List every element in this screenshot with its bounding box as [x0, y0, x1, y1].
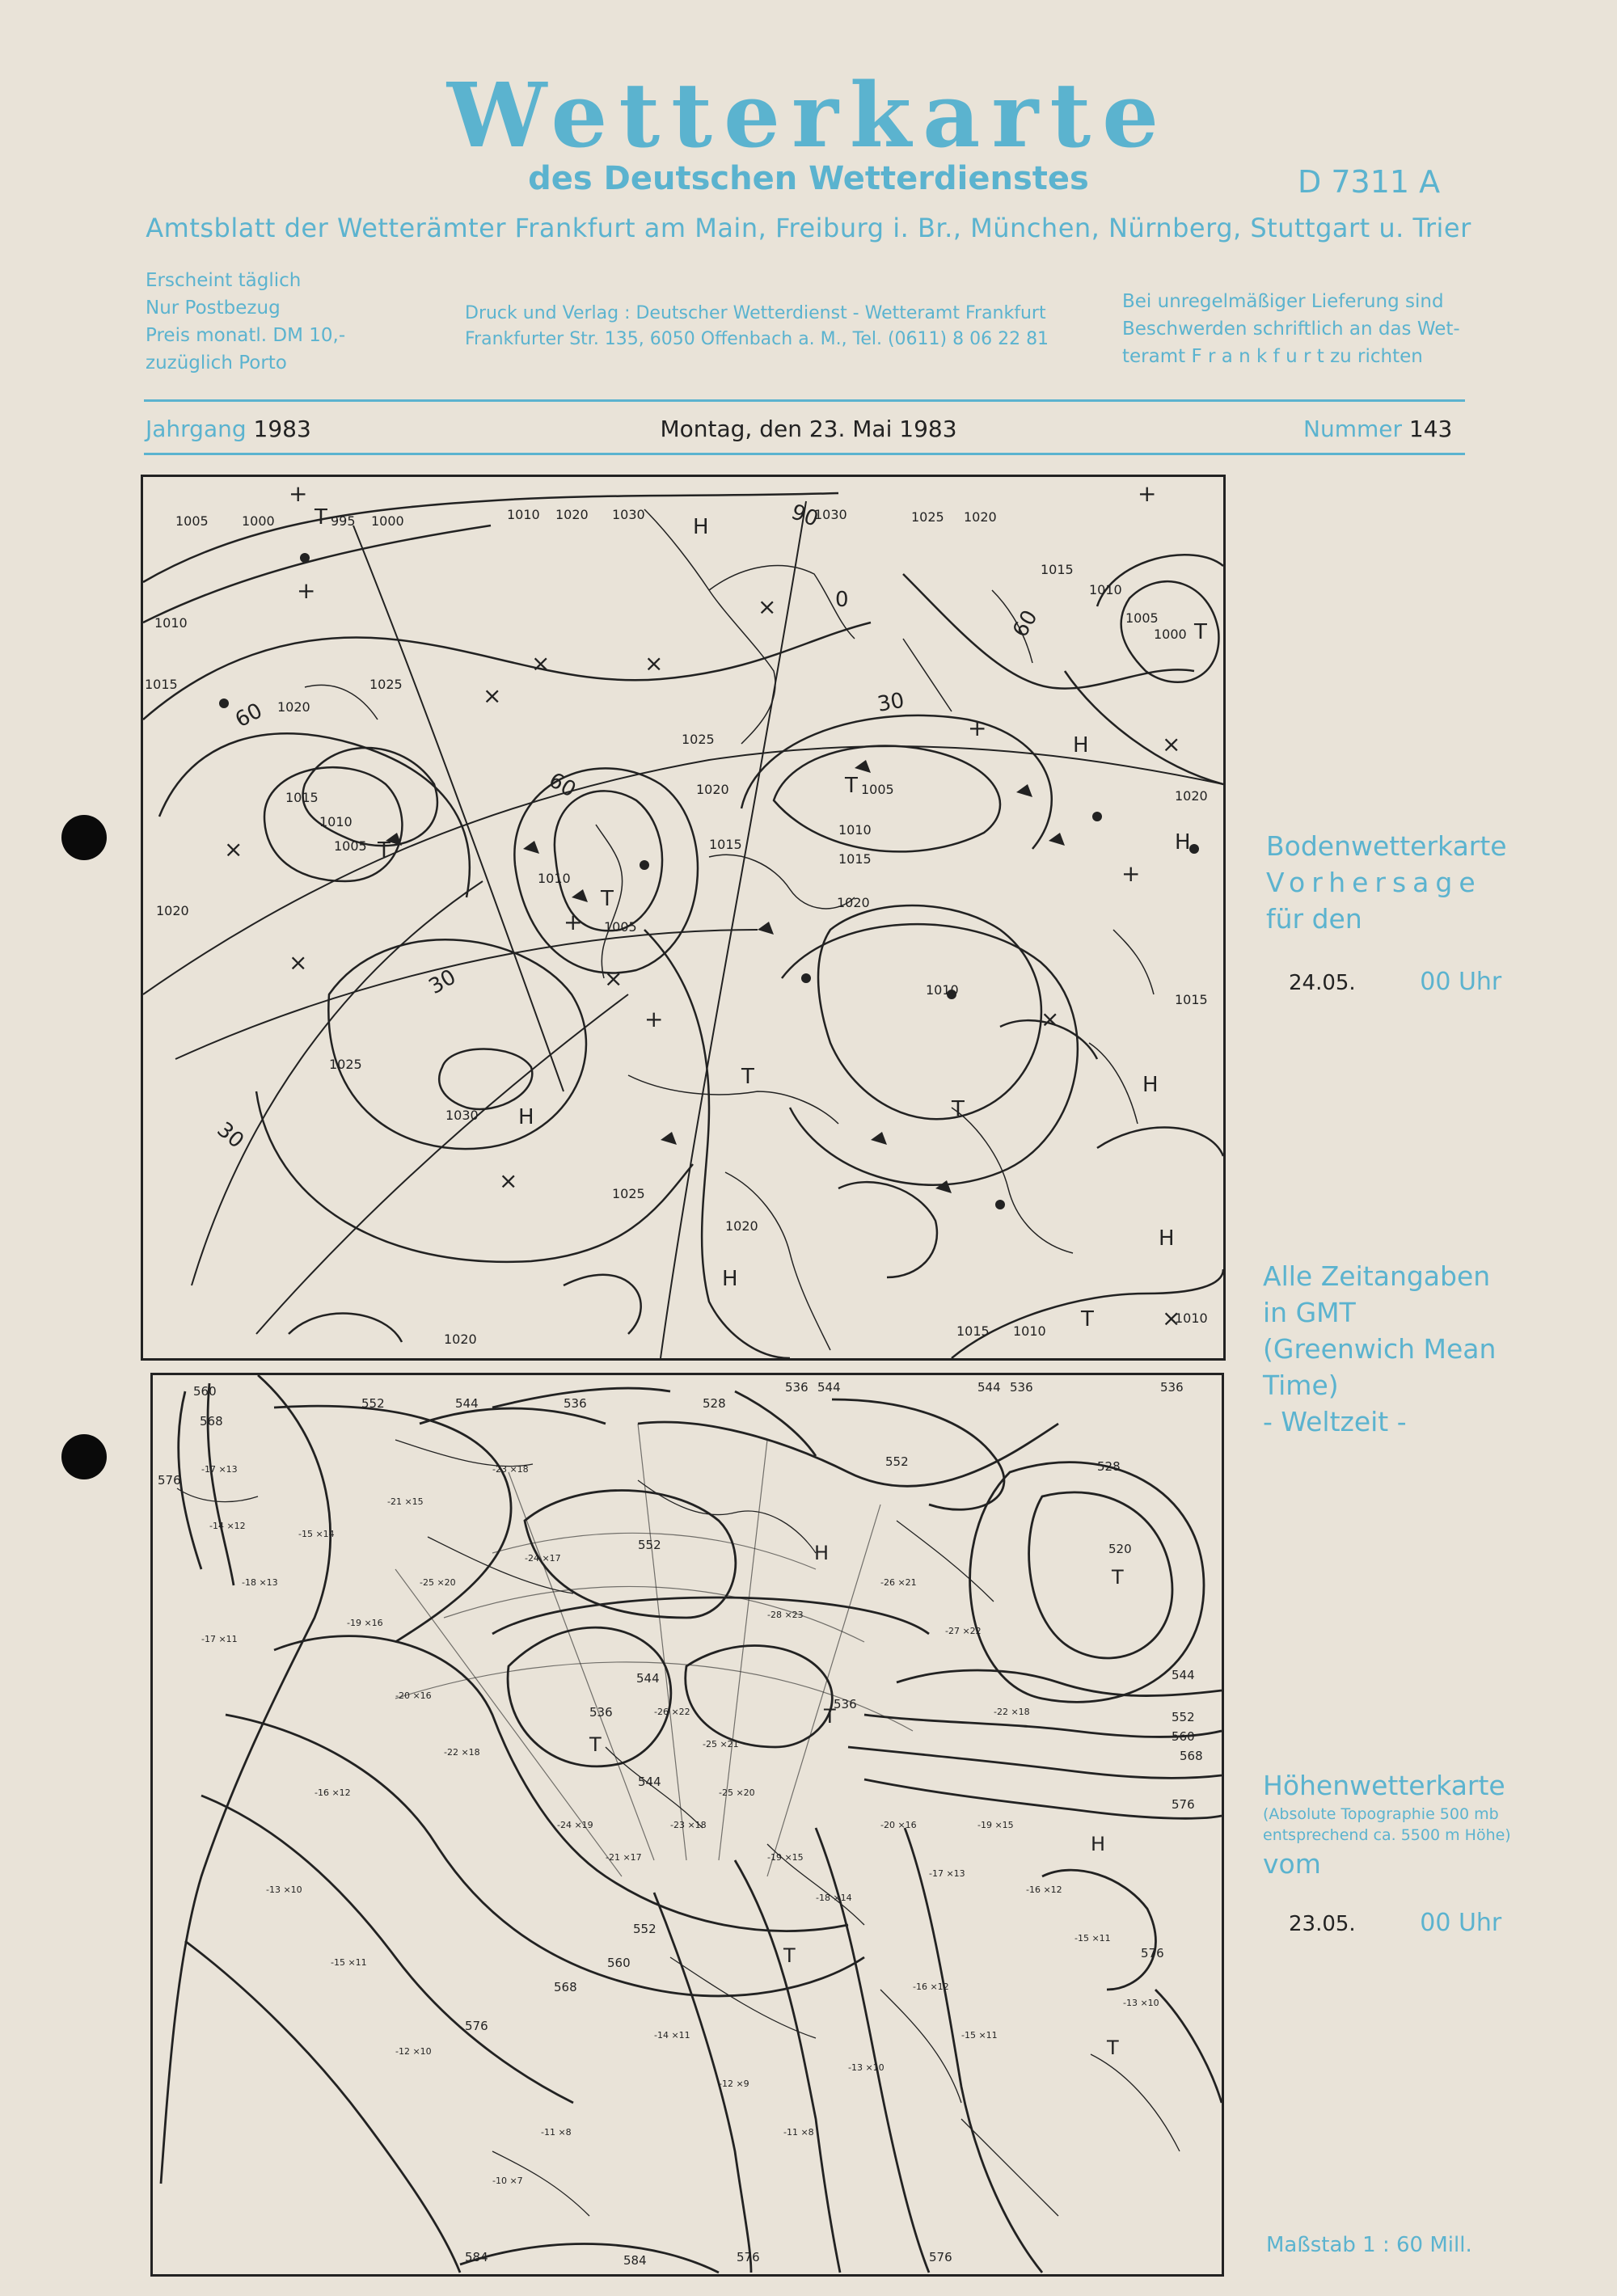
svg-text:T: T — [589, 1733, 602, 1756]
svg-text:1015: 1015 — [145, 677, 178, 692]
svg-text:536: 536 — [1010, 1380, 1033, 1395]
caption-line: Bodenwetterkarte — [1266, 830, 1507, 862]
time-note — [1263, 1258, 1496, 1440]
info-line: teramt F r a n k f u r t zu richten — [1122, 346, 1423, 367]
info-line: Frankfurter Str. 135, 6050 Offenbach a. M., Tel. (0611) 8 06 22 81 — [465, 329, 1049, 349]
svg-text:1010: 1010 — [154, 615, 188, 631]
svg-text:-26 ×21: -26 ×21 — [880, 1577, 917, 1588]
svg-text:544: 544 — [817, 1380, 841, 1395]
svg-text:1005: 1005 — [861, 782, 894, 797]
svg-text:0: 0 — [835, 588, 849, 612]
svg-text:-22 ×18: -22 ×18 — [444, 1747, 480, 1758]
svg-text:536: 536 — [564, 1396, 587, 1411]
svg-text:1010: 1010 — [1089, 582, 1122, 597]
info-line: Nur Postbezug — [146, 298, 281, 319]
svg-text:544: 544 — [1172, 1668, 1195, 1682]
svg-text:T: T — [824, 1705, 836, 1728]
svg-text:-17 ×13: -17 ×13 — [201, 1464, 238, 1475]
svg-text:528: 528 — [1097, 1459, 1121, 1474]
svg-text:T: T — [1112, 1566, 1124, 1589]
svg-text:1030: 1030 — [814, 507, 847, 522]
note-line: - Weltzeit - — [1263, 1406, 1407, 1437]
svg-text:+: + — [297, 577, 316, 604]
subscription-info — [146, 267, 345, 377]
svg-text:-23 ×18: -23 ×18 — [492, 1464, 529, 1475]
svg-text:-16 ×12: -16 ×12 — [1026, 1884, 1062, 1895]
svg-text:1020: 1020 — [156, 903, 189, 918]
punch-hole — [61, 1434, 107, 1479]
svg-text:584: 584 — [465, 2250, 488, 2264]
svg-text:1015: 1015 — [1175, 992, 1208, 1007]
svg-text:×: × — [499, 1167, 518, 1194]
nummer-label: Nummer — [1303, 416, 1402, 442]
svg-text:-25 ×20: -25 ×20 — [420, 1577, 456, 1588]
svg-text:+: + — [1121, 860, 1141, 887]
svg-text:536: 536 — [1160, 1380, 1184, 1395]
svg-text:1010: 1010 — [838, 822, 872, 838]
surface-map-svg — [143, 477, 1223, 1358]
svg-text:1000: 1000 — [371, 513, 404, 529]
svg-text:552: 552 — [1172, 1710, 1195, 1724]
svg-text:1000: 1000 — [1154, 627, 1187, 642]
svg-text:1015: 1015 — [1041, 562, 1074, 577]
svg-text:H: H — [518, 1105, 534, 1129]
svg-text:560: 560 — [193, 1384, 217, 1399]
svg-text:552: 552 — [638, 1538, 661, 1552]
svg-text:1010: 1010 — [507, 507, 540, 522]
svg-text:1020: 1020 — [696, 782, 729, 797]
caption-line: Höhenwetterkarte — [1263, 1770, 1505, 1801]
svg-text:30: 30 — [212, 1117, 249, 1154]
svg-text:-19 ×15: -19 ×15 — [977, 1820, 1014, 1830]
svg-text:-18 ×13: -18 ×13 — [242, 1577, 278, 1588]
svg-text:H: H — [1073, 733, 1089, 758]
pressure-centres — [314, 505, 1207, 1332]
svg-text:-22 ×18: -22 ×18 — [994, 1707, 1030, 1717]
upper-map-svg — [153, 1375, 1222, 2274]
svg-text:1025: 1025 — [612, 1186, 645, 1201]
note-line: in GMT — [1263, 1297, 1356, 1328]
svg-text:-17 ×13: -17 ×13 — [929, 1868, 965, 1879]
svg-text:576: 576 — [1141, 1946, 1164, 1960]
svg-text:1015: 1015 — [838, 851, 872, 867]
svg-text:-25 ×21: -25 ×21 — [703, 1739, 739, 1749]
svg-text:+: + — [968, 715, 987, 741]
svg-text:-10 ×7: -10 ×7 — [492, 2176, 523, 2186]
jahrgang-value: 1983 — [253, 416, 311, 442]
svg-text:1025: 1025 — [329, 1057, 362, 1072]
punch-hole — [61, 815, 107, 860]
svg-text:T: T — [1107, 2036, 1119, 2059]
svg-text:-26 ×22: -26 ×22 — [654, 1707, 690, 1717]
svg-text:-20 ×16: -20 ×16 — [395, 1690, 432, 1701]
svg-text:60: 60 — [544, 768, 581, 803]
svg-text:-21 ×17: -21 ×17 — [606, 1852, 642, 1863]
issue-date: Montag, den 23. Mai 1983 — [660, 416, 957, 442]
svg-text:-27 ×22: -27 ×22 — [945, 1626, 982, 1636]
svg-text:1005: 1005 — [175, 513, 209, 529]
svg-text:560: 560 — [1172, 1729, 1195, 1744]
svg-text:30: 30 — [876, 688, 906, 717]
svg-text:T: T — [378, 838, 391, 863]
info-line: Beschwerden schriftlich an das Wet- — [1122, 319, 1460, 340]
svg-text:T: T — [601, 887, 614, 911]
info-line: Bei unregelmäßiger Lieferung sind — [1122, 291, 1444, 312]
svg-text:-24 ×17: -24 ×17 — [525, 1553, 561, 1564]
svg-text:1025: 1025 — [682, 732, 715, 747]
svg-text:1010: 1010 — [1175, 1310, 1208, 1326]
svg-text:576: 576 — [465, 2019, 488, 2033]
svg-text:-12 ×10: -12 ×10 — [395, 2046, 432, 2057]
svg-text:-19 ×15: -19 ×15 — [767, 1852, 804, 1863]
svg-text:1010: 1010 — [926, 982, 959, 998]
svg-text:×: × — [531, 650, 551, 677]
svg-text:568: 568 — [200, 1414, 223, 1429]
svg-text:520: 520 — [1108, 1542, 1132, 1556]
svg-text:T: T — [1081, 1307, 1094, 1332]
svg-text:×: × — [483, 682, 502, 709]
svg-text:+: + — [289, 480, 308, 507]
svg-text:1015: 1015 — [956, 1323, 990, 1339]
analysis-time: 00 Uhr — [1420, 1909, 1502, 1937]
note-line: Alle Zeitangaben — [1263, 1260, 1491, 1292]
caption-line: für den — [1266, 903, 1362, 935]
svg-text:×: × — [758, 593, 777, 620]
svg-text:1020: 1020 — [837, 895, 870, 910]
svg-text:995: 995 — [331, 513, 356, 529]
info-line: Druck und Verlag : Deutscher Wetterdienst - Wetteramt Frankfurt — [465, 303, 1046, 323]
surface-forecast-map — [141, 475, 1226, 1361]
svg-text:576: 576 — [1172, 1797, 1195, 1812]
caption-detail: (Absolute Topographie 500 mb — [1263, 1805, 1499, 1823]
map-scale: Maßstab 1 : 60 Mill. — [1266, 2233, 1472, 2257]
svg-text:×: × — [1162, 1305, 1181, 1332]
svg-text:60: 60 — [231, 699, 267, 733]
svg-text:544: 544 — [455, 1396, 479, 1411]
publication-code: D 7311 A — [1298, 164, 1441, 200]
svg-text:-11 ×8: -11 ×8 — [541, 2127, 572, 2138]
svg-text:-13 ×10: -13 ×10 — [848, 2062, 884, 2073]
upper-air-map — [150, 1373, 1224, 2277]
caption-line: Vorhersage — [1266, 867, 1482, 898]
svg-text:+: + — [1138, 480, 1157, 507]
svg-text:-14 ×11: -14 ×11 — [654, 2030, 690, 2041]
caption-detail: entsprechend ca. 5500 m Höhe) — [1263, 1826, 1511, 1844]
svg-text:-16 ×12: -16 ×12 — [913, 1982, 949, 1992]
svg-text:528: 528 — [703, 1396, 726, 1411]
svg-text:-21 ×15: -21 ×15 — [387, 1496, 424, 1507]
svg-text:×: × — [224, 836, 243, 863]
svg-text:×: × — [289, 949, 308, 976]
svg-text:1030: 1030 — [612, 507, 645, 522]
svg-text:-11 ×8: -11 ×8 — [783, 2127, 814, 2138]
note-line: Time) — [1263, 1370, 1339, 1401]
svg-text:1015: 1015 — [285, 790, 319, 805]
isobar-labels — [145, 507, 1208, 1347]
svg-text:-12 ×9: -12 ×9 — [719, 2079, 749, 2089]
masthead-subtitle: des Deutschen Wetterdienstes — [528, 160, 1089, 197]
svg-text:1025: 1025 — [369, 677, 403, 692]
svg-text:544: 544 — [636, 1671, 660, 1686]
svg-text:H: H — [693, 515, 709, 539]
svg-text:H: H — [814, 1542, 830, 1564]
upper-map-validity — [1289, 1905, 1501, 1943]
station-plots — [201, 1464, 1159, 2186]
svg-text:-17 ×11: -17 ×11 — [201, 1634, 238, 1644]
svg-text:552: 552 — [633, 1922, 657, 1936]
svg-text:H: H — [1175, 830, 1191, 855]
svg-text:T: T — [1194, 620, 1207, 644]
svg-text:-13 ×10: -13 ×10 — [266, 1884, 302, 1895]
svg-text:T: T — [845, 774, 858, 798]
svg-text:1010: 1010 — [319, 814, 353, 829]
svg-text:-19 ×16: -19 ×16 — [347, 1618, 383, 1628]
svg-text:1030: 1030 — [445, 1108, 479, 1123]
nummer-value: 143 — [1408, 416, 1453, 442]
publisher-info — [465, 301, 1049, 352]
svg-text:-15 ×11: -15 ×11 — [1074, 1933, 1111, 1944]
complaint-info — [1122, 288, 1460, 370]
svg-text:568: 568 — [1180, 1749, 1203, 1763]
svg-text:1005: 1005 — [604, 919, 637, 935]
svg-text:-25 ×20: -25 ×20 — [719, 1787, 755, 1798]
svg-text:1020: 1020 — [964, 509, 997, 525]
svg-text:×: × — [644, 650, 664, 677]
svg-text:60: 60 — [1008, 606, 1043, 642]
svg-text:536: 536 — [834, 1697, 857, 1711]
svg-text:H: H — [722, 1267, 738, 1291]
svg-text:×: × — [1041, 1006, 1060, 1032]
svg-text:1020: 1020 — [725, 1218, 758, 1234]
svg-text:-28 ×23: -28 ×23 — [767, 1610, 804, 1620]
svg-text:T: T — [783, 1944, 796, 1967]
svg-text:544: 544 — [977, 1380, 1001, 1395]
divider-bottom — [144, 453, 1465, 455]
svg-text:576: 576 — [737, 2250, 760, 2264]
svg-text:30: 30 — [424, 964, 461, 1000]
analysis-date: 23.05. — [1289, 1912, 1356, 1936]
svg-text:×: × — [604, 965, 623, 992]
note-line: (Greenwich Mean — [1263, 1333, 1497, 1365]
svg-text:-13 ×10: -13 ×10 — [1123, 1998, 1159, 2008]
svg-text:552: 552 — [885, 1454, 909, 1469]
svg-text:1020: 1020 — [444, 1332, 477, 1347]
isobars — [143, 493, 1223, 1358]
forecast-time: 00 Uhr — [1420, 968, 1502, 996]
svg-text:-20 ×16: -20 ×16 — [880, 1820, 917, 1830]
svg-text:+: + — [644, 1006, 664, 1032]
svg-text:T: T — [952, 1097, 965, 1121]
surface-map-validity — [1289, 964, 1501, 1002]
svg-text:560: 560 — [607, 1956, 631, 1970]
svg-text:-16 ×12: -16 ×12 — [315, 1787, 351, 1798]
svg-text:-14 ×12: -14 ×12 — [209, 1521, 246, 1531]
svg-text:+: + — [564, 909, 583, 935]
svg-text:H: H — [1091, 1833, 1106, 1855]
svg-text:552: 552 — [361, 1396, 385, 1411]
masthead-title: Wetterkarte — [446, 63, 1171, 167]
surface-map-caption — [1266, 828, 1507, 937]
svg-text:1020: 1020 — [277, 699, 310, 715]
svg-text:-15 ×11: -15 ×11 — [961, 2030, 998, 2041]
svg-text:1020: 1020 — [1175, 788, 1208, 804]
info-line: zuzüglich Porto — [146, 352, 287, 374]
svg-text:1010: 1010 — [1013, 1323, 1046, 1339]
svg-text:-18 ×14: -18 ×14 — [816, 1893, 852, 1903]
svg-text:576: 576 — [158, 1473, 181, 1488]
svg-text:-23 ×18: -23 ×18 — [670, 1820, 707, 1830]
svg-text:584: 584 — [623, 2253, 647, 2268]
svg-text:1025: 1025 — [911, 509, 944, 525]
svg-text:1005: 1005 — [1125, 610, 1159, 626]
svg-text:1000: 1000 — [242, 513, 275, 529]
svg-text:-15 ×14: -15 ×14 — [298, 1529, 335, 1539]
svg-text:1010: 1010 — [538, 871, 571, 886]
svg-text:1005: 1005 — [334, 838, 367, 854]
svg-text:576: 576 — [929, 2250, 952, 2264]
amtsblatt-line: Amtsblatt der Wetterämter Frankfurt am Main, Freiburg i. Br., München, Nürnberg, Stuttgart u. Trier — [146, 213, 1471, 243]
info-line: Preis monatl. DM 10,- — [146, 325, 346, 346]
forecast-date: 24.05. — [1289, 971, 1356, 995]
svg-text:H: H — [1159, 1226, 1175, 1251]
svg-text:90: 90 — [787, 500, 821, 532]
svg-text:-15 ×11: -15 ×11 — [331, 1957, 367, 1968]
caption-line: vom — [1263, 1848, 1321, 1880]
svg-text:×: × — [1162, 731, 1181, 758]
svg-text:536: 536 — [785, 1380, 808, 1395]
jahrgang-label: Jahrgang — [146, 416, 247, 442]
svg-text:568: 568 — [554, 1980, 577, 1994]
svg-text:T: T — [315, 505, 327, 530]
svg-text:1020: 1020 — [555, 507, 589, 522]
svg-text:544: 544 — [638, 1775, 661, 1789]
svg-text:-24 ×19: -24 ×19 — [557, 1820, 593, 1830]
svg-text:H: H — [1142, 1073, 1159, 1097]
upper-map-caption — [1263, 1767, 1511, 1882]
info-line: Erscheint täglich — [146, 270, 302, 291]
svg-text:T: T — [741, 1065, 754, 1089]
divider-top — [144, 399, 1465, 402]
issue-number — [1303, 416, 1452, 442]
svg-text:536: 536 — [589, 1705, 613, 1720]
svg-text:1015: 1015 — [709, 837, 742, 852]
